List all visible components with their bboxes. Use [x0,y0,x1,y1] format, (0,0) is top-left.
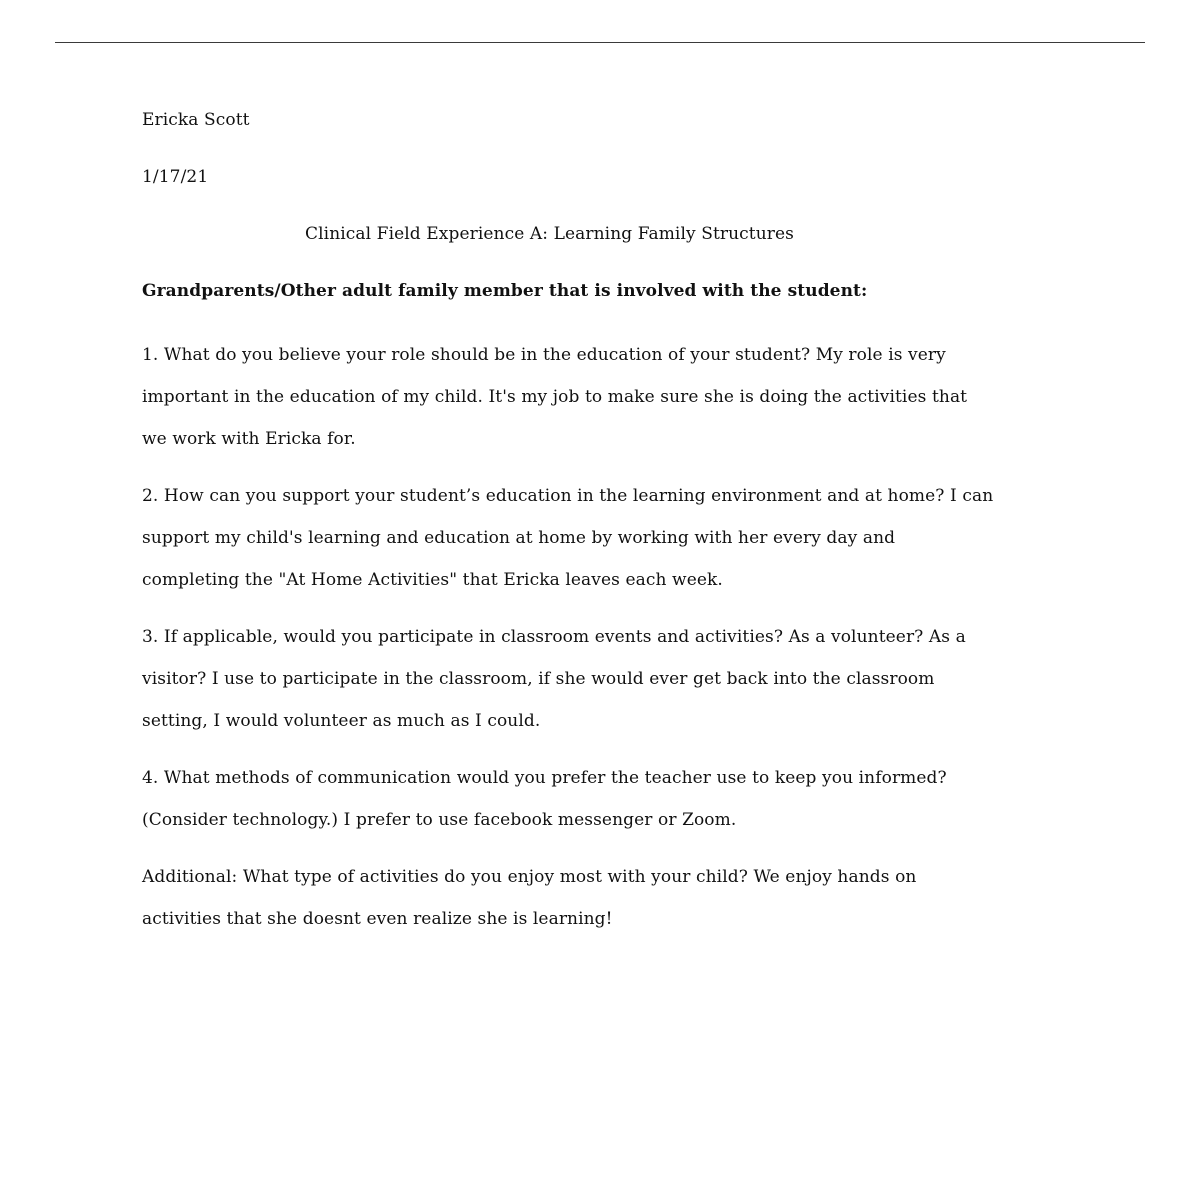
answer-2-line-3: completing the "At Home Activities" that Ericka leaves each week. [142,570,723,590]
header-rule [55,42,1145,43]
section-heading: Grandparents/Other adult family member that is involved with the student: [142,281,868,301]
answer-4 [142,757,1062,841]
answer-2-line-1: 2. How can you support your student’s education in the learning environment and at home? I can [142,486,994,506]
answer-additional-line-1: Additional: What type of activities do you enjoy most with your child? We enjoy hands on [142,867,917,887]
document-title: Clinical Field Experience A: Learning Family Structures [305,224,794,244]
document-body [142,106,1062,955]
answer-1-line-3: we work with Ericka for. [142,429,356,449]
answer-1-line-2: important in the education of my child. It's my job to make sure she is doing the activities that [142,387,968,407]
answer-4-line-2: (Consider technology.) I prefer to use facebook messenger or Zoom. [142,810,737,830]
author-name: Ericka Scott [142,110,250,130]
answer-3-line-2: visitor? I use to participate in the classroom, if she would ever get back into the classroom [142,669,935,689]
answer-3 [142,616,1062,742]
answer-2 [142,475,1062,601]
answer-3-line-3: setting, I would volunteer as much as I could. [142,711,541,731]
answer-3-line-1: 3. If applicable, would you participate in classroom events and activities? As a volunteer? As a [142,627,966,647]
answer-2-line-2: support my child's learning and education at home by working with her every day and [142,528,896,548]
answer-1-line-1: 1. What do you believe your role should be in the education of your student? My role is very [142,345,946,365]
answer-additional [142,856,1062,940]
answer-4-line-1: 4. What methods of communication would you prefer the teacher use to keep you informed? [142,768,947,788]
answer-1 [142,334,1062,460]
document-date: 1/17/21 [142,167,209,187]
answer-additional-line-2: activities that she doesnt even realize she is learning! [142,909,613,929]
